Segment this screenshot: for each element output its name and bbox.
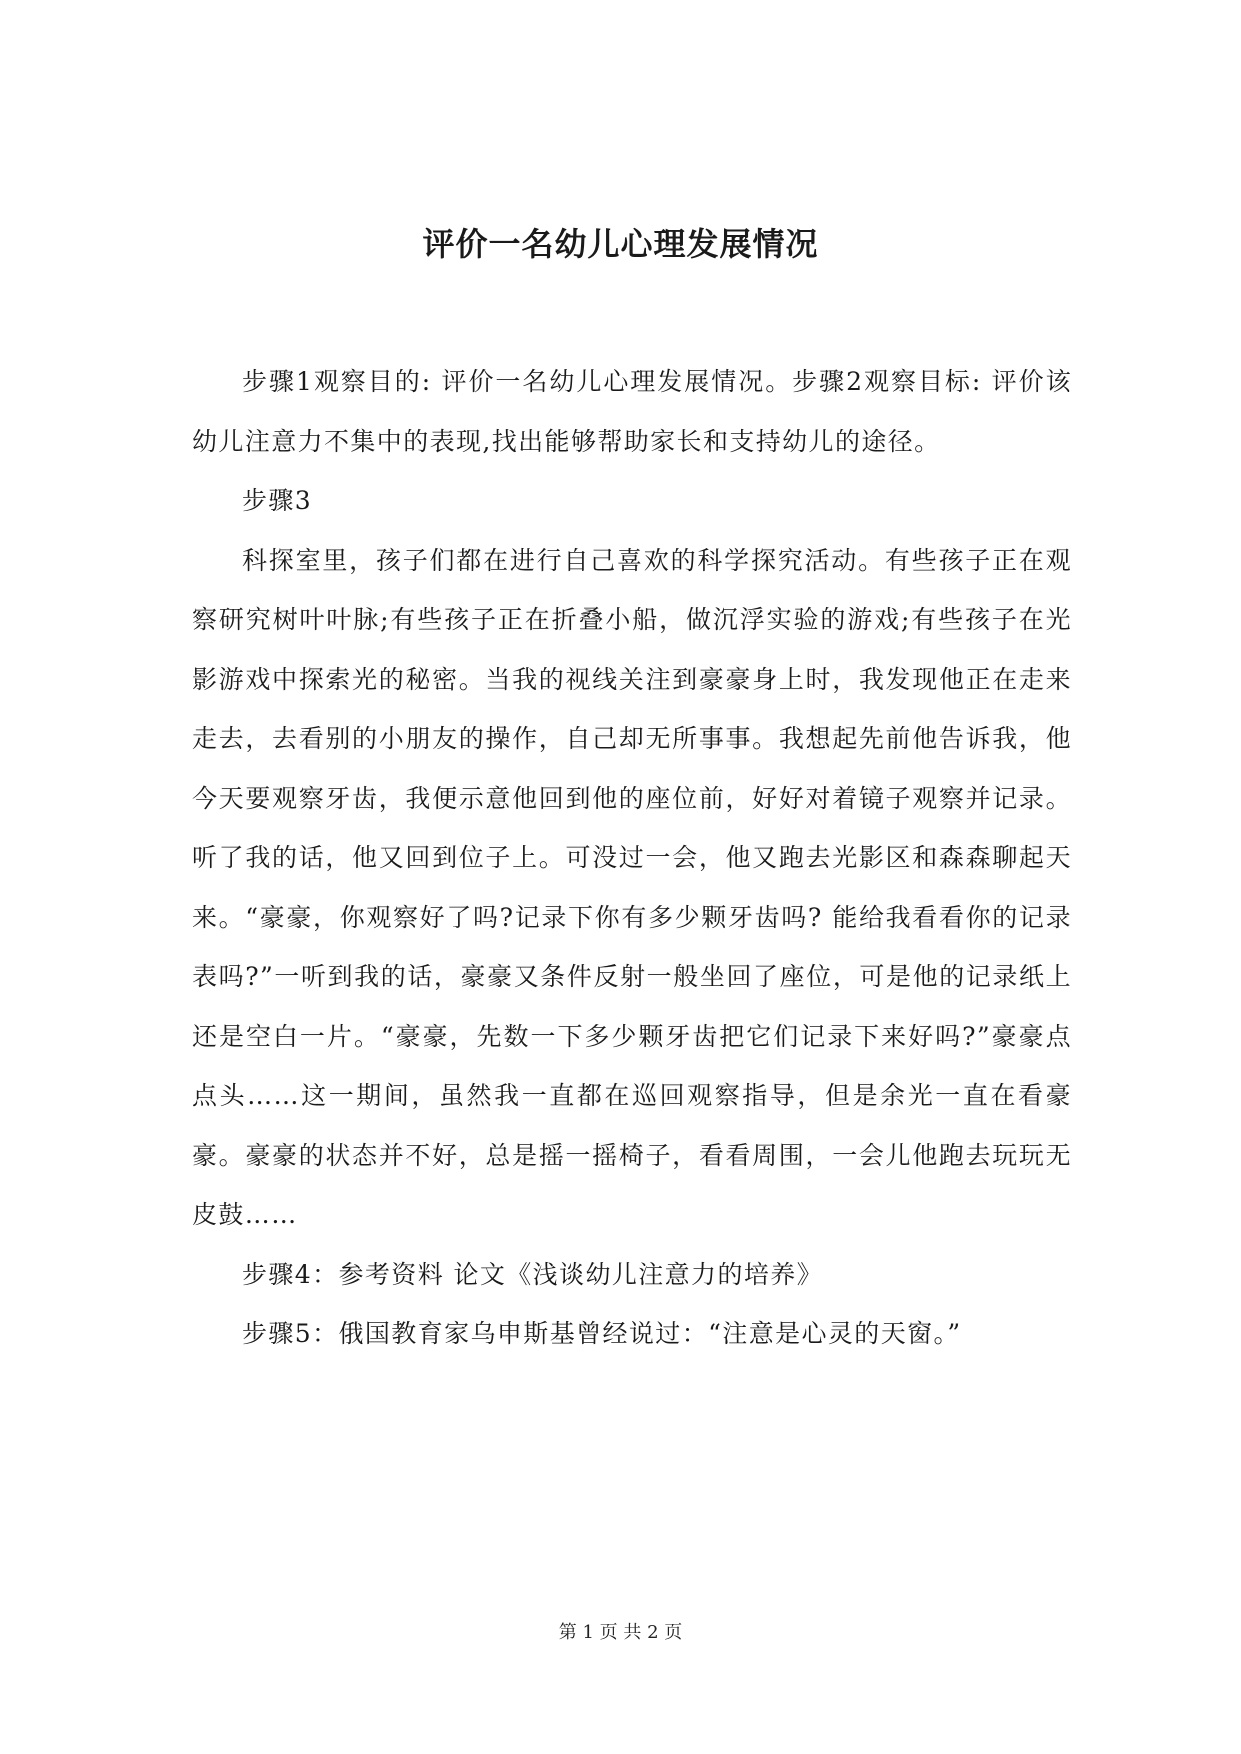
paragraph-steps-1-2: 步骤1观察目的: 评价一名幼儿心理发展情况。步骤2观察目标: 评价该幼儿注意力不集中的表现,找出能够帮助家长和支持幼儿的途径。 — [192, 367, 1072, 456]
paragraph-observation-record: 科探室里，孩子们都在进行自己喜欢的科学探究活动。有些孩子正在观察研究树叶叶脉;有些孩子正在折叠小船，做沉浮实验的游戏;有些孩子在光影游戏中探索光的秘密。当我的视线关注到豪豪身上时，我发现他正在走来走去，去看别的小朋友的操作，自己却无所事事。我想起先前他告诉我，他今天要观察牙齿，我便示意他回到他的座位前，好好对着镜子观察并记录。听了我的话，他又回到位子上。可没过一会，他又跑去光影区和森森聊起天来。“豪豪，你观察好了吗?记录下你有多少颗牙齿吗? 能给我看看你的记录表吗?”一听到我的话，豪豪又条件反射一般坐回了座位，可是他的记录纸上还是空白一片。“豪豪，先数一下多少颗牙齿把它们记录下来好吗?”豪豪点点头……这一期间，虽然我一直都在巡回观察指导，但是余光一直在看豪豪。豪豪的状态并不好，总是摇一摇椅子，看看周围，一会儿他跑去玩玩无皮鼓…… — [192, 545, 1072, 1229]
paragraph-step-3-heading: 步骤3 — [242, 486, 313, 515]
paragraph-step-4: 步骤4：参考资料 论文《浅谈幼儿注意力的培养》 — [242, 1259, 824, 1289]
document-title: 评价一名幼儿心理发展情况 — [422, 225, 819, 263]
paragraph-step-5: 步骤5：俄国教育家乌申斯基曾经说过：“注意是心灵的天窗。” — [242, 1319, 962, 1348]
page-number-footer: 第 1 页 共 2 页 — [558, 1622, 683, 1643]
document-body — [192, 352, 1072, 1364]
